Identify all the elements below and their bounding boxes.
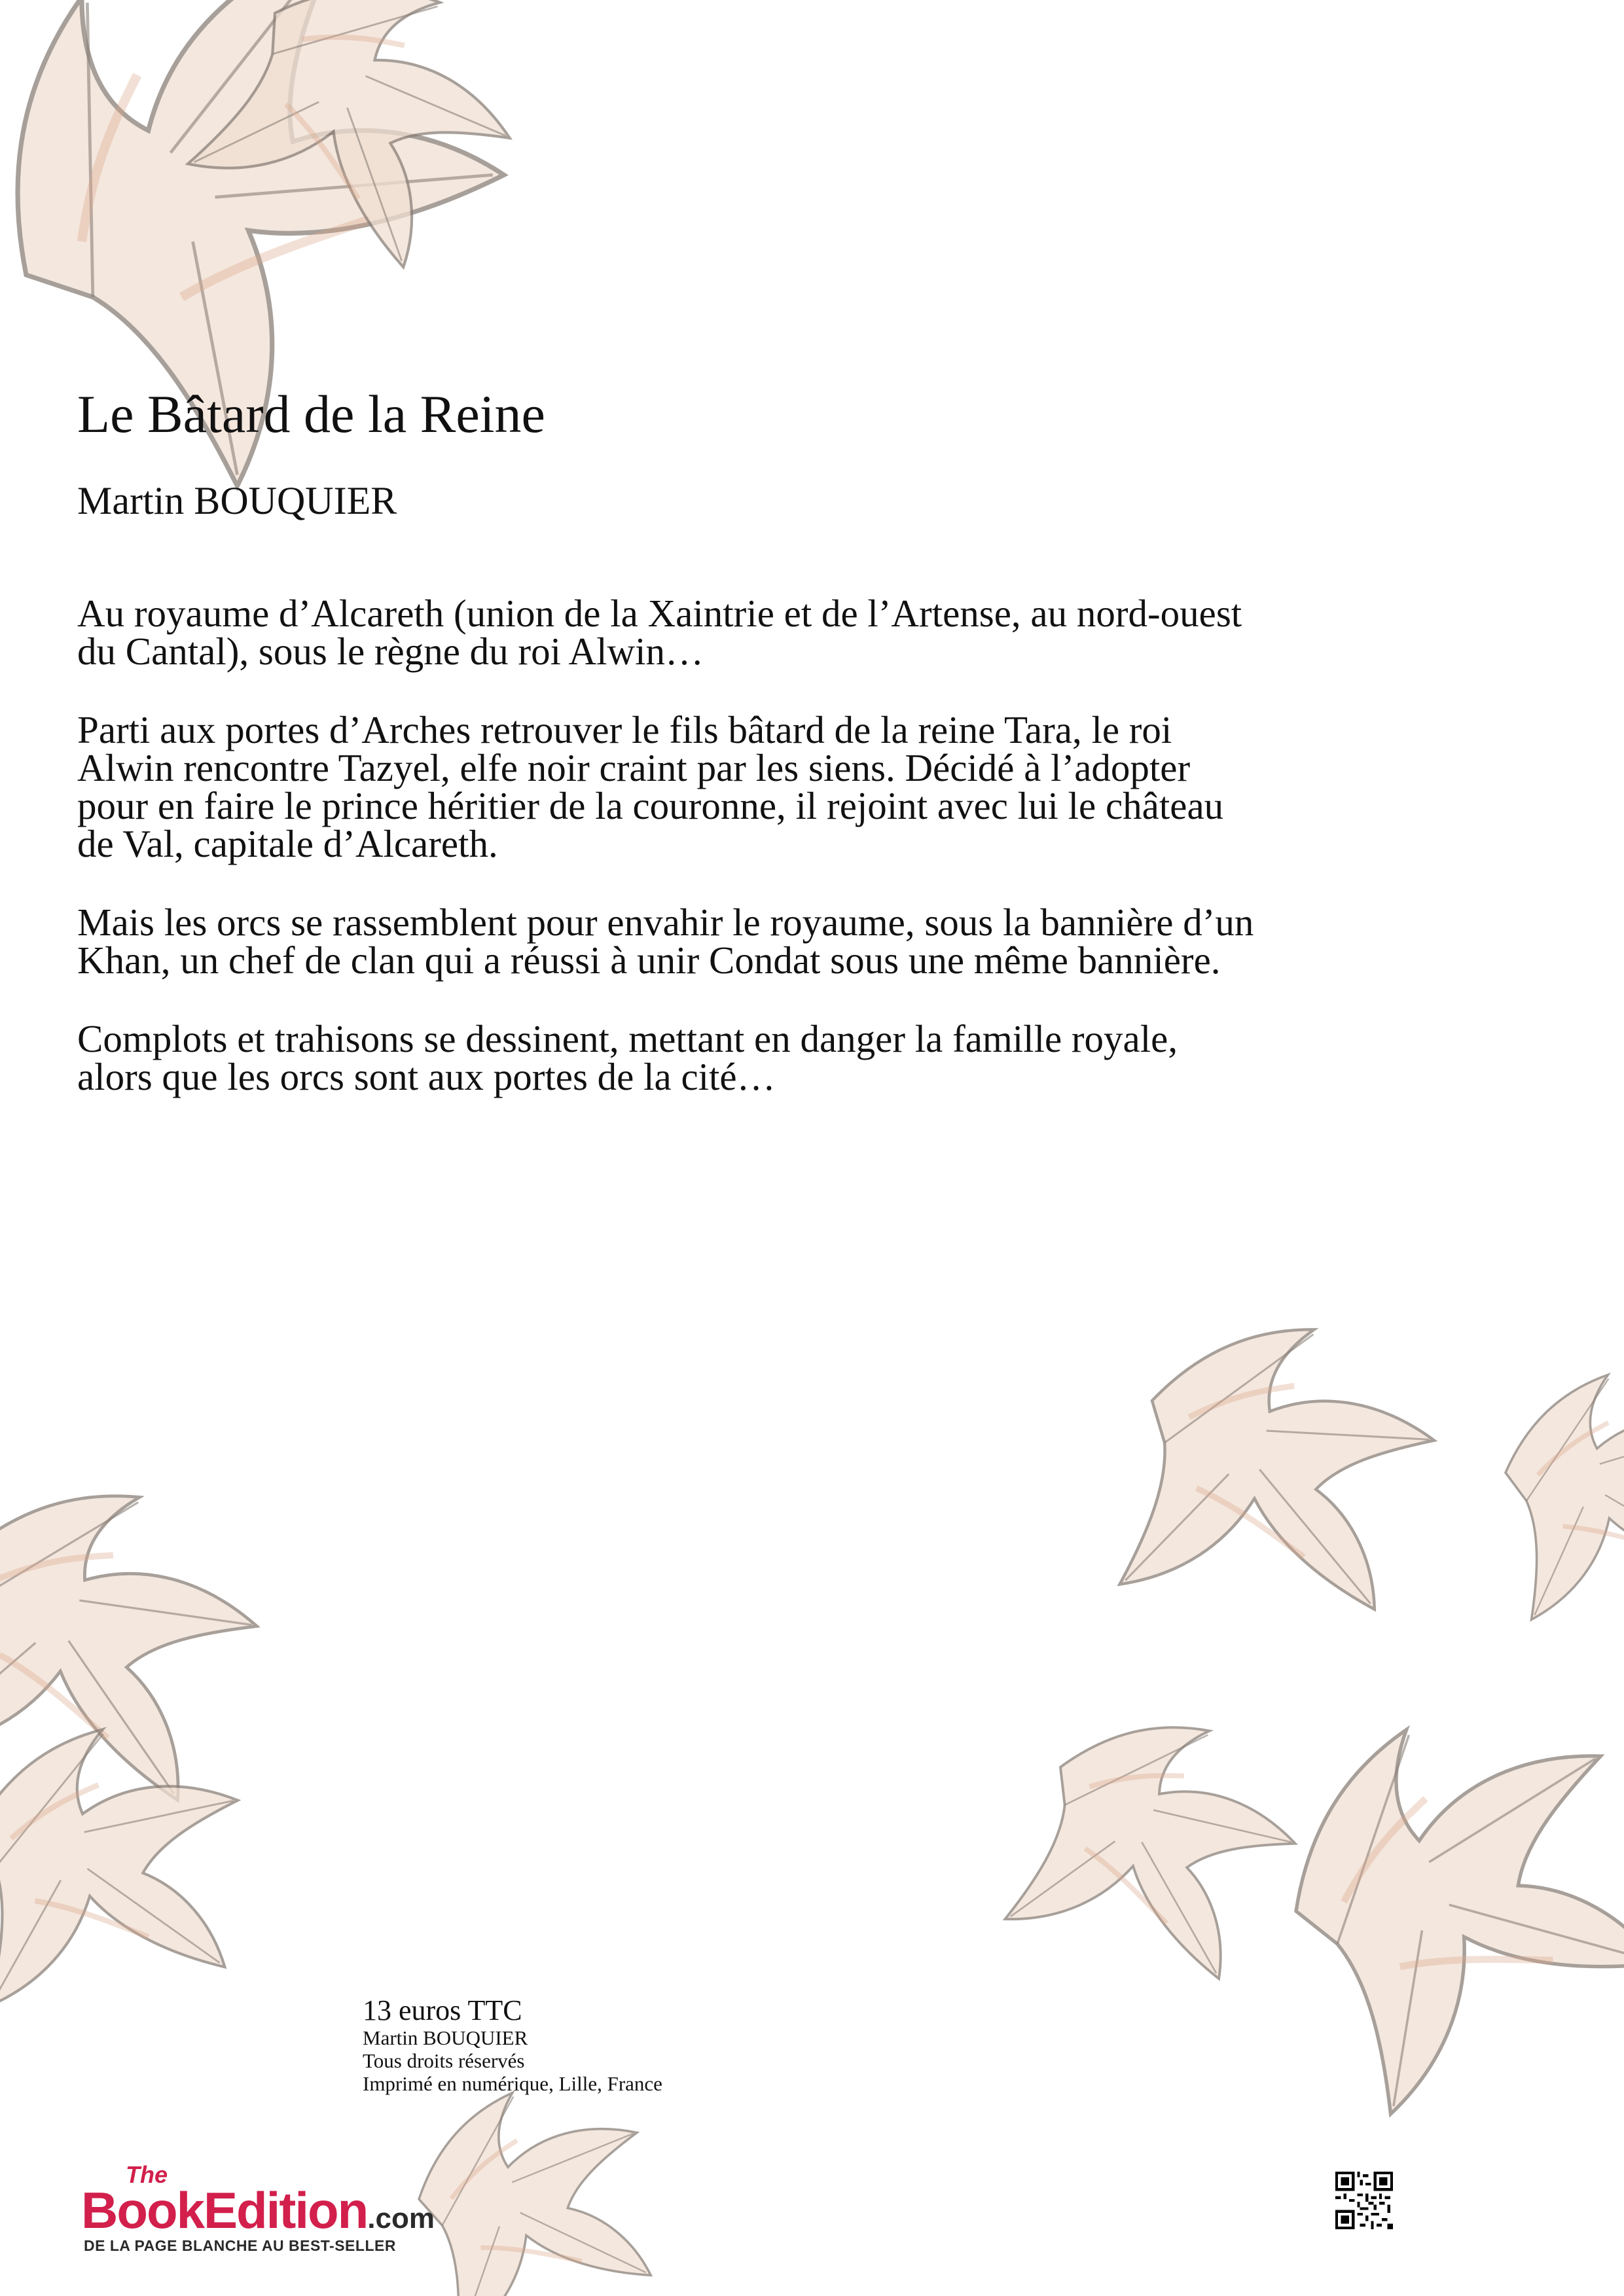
printing-notice: Imprimé en numérique, Lille, France [363, 2072, 662, 2095]
colophon [363, 1995, 662, 2095]
logo-wordmark [81, 2181, 435, 2240]
back-cover-blurb [77, 594, 1255, 1136]
blurb-paragraph: Parti aux portes d’Arches retrouver le fils bâtard de la reine Tara, le roi Alwin rencontre Tazyel, elfe noir craint par les siens. Décidé à l’adopter pour en faire le prince héritier de la couronne, il rejoint avec lui le château de Val, capitale d’Alcareth. [77, 708, 1224, 865]
leaf-bottom-right-2 [1246, 1660, 1624, 2114]
qr-code-icon [1335, 2172, 1393, 2229]
leaf-bottom-right-1 [1005, 1687, 1322, 2003]
rights-notice: Tous droits réservés [363, 2049, 525, 2072]
blurb-paragraph: Au royaume d’Alcareth (union de la Xaintrie et de l’Artense, au nord-ouest du Cantal), sous le règne du roi Alwin… [77, 592, 1242, 673]
colophon-author: Martin BOUQUIER [363, 2026, 528, 2049]
logo-name: BookEdition [81, 2181, 368, 2239]
leaf-mid-right-1 [1120, 1304, 1450, 1634]
publisher-logo [81, 2161, 474, 2254]
book-author: Martin BOUQUIER [77, 479, 397, 522]
price: 13 euros TTC [363, 1994, 522, 2026]
leaf-mid-right-2 [1492, 1355, 1624, 1619]
blurb-paragraph: Complots et trahisons se dessinent, mettant en danger la famille royale, alors que les orcs sont aux portes de la cité… [77, 1017, 1178, 1098]
publisher-tagline: DE LA PAGE BLANCHE AU BEST-SELLER [84, 2237, 396, 2254]
logo-domain: .com [367, 2202, 435, 2234]
book-title: Le Bâtard de la Reine [77, 384, 545, 444]
logo-the: The [126, 2161, 168, 2188]
blurb-paragraph: Mais les orcs se rassemblent pour envahir le royaume, sous la bannière d’un Khan, un chef de clan qui a réussi à unir Condat sous une même bannière. [77, 901, 1254, 982]
